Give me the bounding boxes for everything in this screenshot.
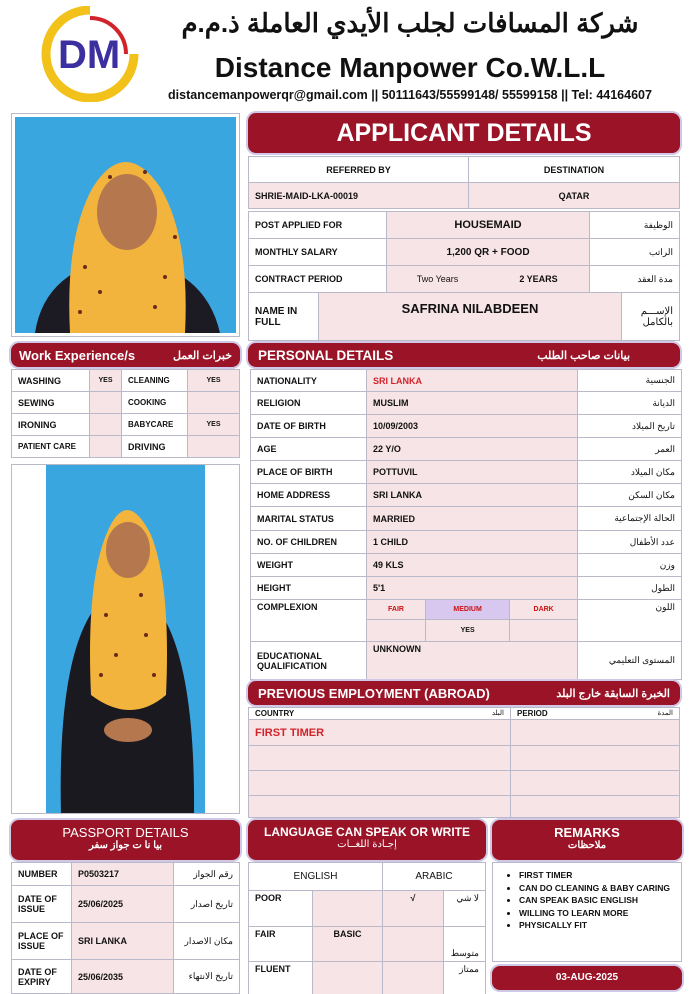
skill-value: YES (188, 414, 240, 436)
remarks-header (492, 820, 682, 860)
personal-label-ar: تاريخ الميلاد (578, 415, 682, 438)
personal-label-ar: الجنسية (578, 370, 682, 392)
passport-label: DATE OF EXPIRY (12, 960, 72, 994)
company-contact: distancemanpowerqr@gmail.com || 50111643/55599148/ 55599158 || Tel: 44164607 (168, 88, 652, 102)
language-arabic-value: √ (383, 891, 444, 927)
applicant-photo-full (11, 464, 240, 814)
personal-label: NO. OF CHILDREN (251, 531, 367, 554)
applicant-details-title: APPLICANT DETAILS (248, 113, 680, 153)
destination-label: DESTINATION (469, 157, 680, 183)
remarks-date: 03-AUG-2025 (492, 966, 682, 990)
language-col-arabic: ARABIC (383, 863, 486, 891)
personal-details-table (250, 369, 682, 680)
skill-value (90, 436, 122, 458)
skill-label: IRONING (12, 414, 90, 436)
passport-label-ar: رقم الجواز (174, 863, 240, 886)
personal-label-ar: وزن (578, 554, 682, 577)
nationality-value: SRI LANKA (367, 370, 578, 392)
language-english-value (313, 891, 383, 927)
skill-label: WASHING (12, 370, 90, 392)
skill-label: PATIENT CARE (12, 436, 90, 458)
country-label: COUNTRY (255, 709, 295, 718)
language-english-value (313, 962, 383, 994)
skill-value (90, 414, 122, 436)
personal-label-ar: العمر (578, 438, 682, 461)
language-level-ar: لا شي (444, 891, 486, 927)
company-logo (40, 6, 140, 102)
name-table (248, 292, 680, 341)
passport-label: PLACE OF ISSUE (12, 923, 72, 960)
job-label-ar: الوظيفة (590, 212, 680, 239)
name-value: SAFRINA NILABDEEN (319, 293, 622, 341)
personal-label-ar: مكان الميلاد (578, 461, 682, 484)
skill-label: BABYCARE (122, 414, 188, 436)
job-value: 1,200 QR + FOOD (387, 239, 590, 266)
job-table (248, 211, 680, 293)
personal-value: 10/09/2003 (367, 415, 578, 438)
complexion-label: COMPLEXION (251, 600, 367, 642)
language-level-ar: متوسط (444, 927, 486, 962)
personal-details-title: PERSONAL DETAILS (258, 347, 394, 363)
passport-value: 25/06/2035 (72, 960, 174, 994)
personal-label: RELIGION (251, 392, 367, 415)
remark-item: • FIRST TIMER (519, 869, 673, 882)
education-label: EDUCATIONAL QUALIFICATION (251, 642, 367, 680)
personal-value: MARRIED (367, 507, 578, 531)
employment-country (249, 746, 511, 771)
skill-value (90, 392, 122, 414)
previous-employment-header (248, 681, 680, 705)
period-label: PERIOD (517, 709, 548, 718)
period-header (511, 708, 680, 720)
personal-details-header (248, 343, 680, 367)
remark-item: • WILLING TO LEARN MORE (519, 907, 673, 920)
passport-label-ar: تاريخ الانتهاء (174, 960, 240, 994)
skill-value (188, 436, 240, 458)
language-level: FAIR (249, 927, 313, 962)
complexion-mark: YES (425, 620, 509, 642)
language-level: FLUENT (249, 962, 313, 994)
remarks-title: REMARKS (554, 825, 620, 840)
personal-value: 22 Y/O (367, 438, 578, 461)
remark-item: • CAN SPEAK BASIC ENGLISH (519, 894, 673, 907)
language-arabic-value (383, 927, 444, 962)
destination-value: QATAR (469, 183, 680, 209)
work-experience-header (11, 343, 240, 367)
passport-label-ar: مكان الاصدار (174, 923, 240, 960)
contract-period-value (387, 266, 590, 293)
logo-text: DM (58, 33, 121, 77)
personal-label-ar: مكان السكن (578, 484, 682, 507)
language-level-ar: ممتاز (444, 962, 486, 994)
skill-label: COOKING (122, 392, 188, 414)
passport-value: P0503217 (72, 863, 174, 886)
job-value: HOUSEMAID (387, 212, 590, 239)
contract-period-words: Two Years (416, 274, 459, 284)
personal-label: HEIGHT (251, 577, 367, 600)
passport-value: 25/06/2025 (72, 886, 174, 923)
job-label-ar: مدة العقد (590, 266, 680, 293)
previous-employment-title: PREVIOUS EMPLOYMENT (ABROAD) (258, 685, 490, 701)
passport-label-ar: تاريخ اصدار (174, 886, 240, 923)
remark-item: • CAN DO CLEANING & BABY CARING (519, 882, 673, 895)
referred-by-label: REFERRED BY (249, 157, 469, 183)
complexion-option: DARK (510, 600, 578, 620)
employment-period (511, 771, 680, 796)
personal-value: 49 KLS (367, 554, 578, 577)
passport-details-header (11, 820, 240, 860)
personal-details-title-ar: بيانات صاحب الطلب (537, 349, 630, 362)
personal-label: DATE OF BIRTH (251, 415, 367, 438)
personal-value: POTTUVIL (367, 461, 578, 484)
work-experience-title: Work Experience/s (19, 347, 136, 363)
personal-label: NATIONALITY (251, 370, 367, 392)
passport-label: NUMBER (12, 863, 72, 886)
referral-table (248, 156, 680, 209)
name-label-ar: الإســـم بالكامل (622, 293, 680, 341)
company-arabic-name: شركة المسافات لجلب الأيدي العاملة ذ.م.م (181, 8, 639, 38)
complexion-mark (510, 620, 578, 642)
passport-table (11, 862, 240, 994)
skill-label: DRIVING (122, 436, 188, 458)
skill-label: CLEANING (122, 370, 188, 392)
passport-label: DATE OF ISSUE (12, 886, 72, 923)
complexion-label-ar: اللون (578, 600, 682, 642)
employment-period (511, 720, 680, 746)
company-english-name: Distance Manpower Co.W.L.L (214, 52, 606, 83)
complexion-mark (367, 620, 426, 642)
personal-label-ar: الحالة الإجتماعية (578, 507, 682, 531)
job-label: MONTHLY SALARY (249, 239, 387, 266)
remark-item: • PHYSICALLY FIT (519, 919, 673, 932)
previous-employment-title-ar: الخبرة السابقة خارج البلد (556, 687, 670, 700)
passport-value: SRI LANKA (72, 923, 174, 960)
contract-period-years: 2 YEARS (519, 274, 558, 284)
skill-value: YES (188, 370, 240, 392)
personal-value: 1 CHILD (367, 531, 578, 554)
language-title-ar: إجـادة اللغــات (337, 839, 397, 850)
skill-value (188, 392, 240, 414)
language-col-english: ENGLISH (249, 863, 383, 891)
remarks-box (492, 862, 682, 962)
personal-label: HOME ADDRESS (251, 484, 367, 507)
language-header (248, 820, 486, 860)
employment-country (249, 771, 511, 796)
education-label-ar: المستوى التعليمي (578, 642, 682, 680)
job-label: POST APPLIED FOR (249, 212, 387, 239)
period-label-ar: المدة (657, 710, 673, 717)
language-english-value: BASIC (313, 927, 383, 962)
language-arabic-value (383, 962, 444, 994)
job-label: CONTRACT PERIOD (249, 266, 387, 293)
work-experience-title-ar: خبرات العمل (172, 349, 232, 362)
personal-value: MUSLIM (367, 392, 578, 415)
language-level: POOR (249, 891, 313, 927)
employment-country: FIRST TIMER (249, 720, 511, 746)
passport-details-title-ar: بيا نا ت جواز سفر (88, 840, 163, 851)
employment-period (511, 796, 680, 818)
skill-value: YES (90, 370, 122, 392)
work-experience-table (11, 369, 240, 458)
country-header (249, 708, 511, 720)
referred-by-value: SHRIE-MAID-LKA-00019 (249, 183, 469, 209)
previous-employment-table (248, 707, 680, 818)
applicant-photo-portrait (11, 113, 240, 337)
personal-label: MARITAL STATUS (251, 507, 367, 531)
skill-label: SEWING (12, 392, 90, 414)
language-table (248, 862, 486, 994)
personal-label-ar: الديانة (578, 392, 682, 415)
personal-label-ar: الطول (578, 577, 682, 600)
job-label-ar: الراتب (590, 239, 680, 266)
employment-country (249, 796, 511, 818)
personal-label: PLACE OF BIRTH (251, 461, 367, 484)
country-label-ar: البلد (491, 710, 504, 717)
passport-details-title: PASSPORT DETAILS (62, 825, 189, 840)
complexion-option: MEDIUM (425, 600, 509, 620)
language-title: LANGUAGE CAN SPEAK OR WRITE (263, 825, 470, 839)
remarks-title-ar: ملاحظات (567, 840, 607, 851)
personal-label: AGE (251, 438, 367, 461)
personal-label-ar: عدد الأطفال (578, 531, 682, 554)
personal-value: 5'1 (367, 577, 578, 600)
employment-period (511, 746, 680, 771)
name-label: NAME IN FULL (249, 293, 319, 341)
complexion-option: FAIR (367, 600, 426, 620)
education-value: UNKNOWN (367, 642, 578, 680)
personal-value: SRI LANKA (367, 484, 578, 507)
personal-label: WEIGHT (251, 554, 367, 577)
